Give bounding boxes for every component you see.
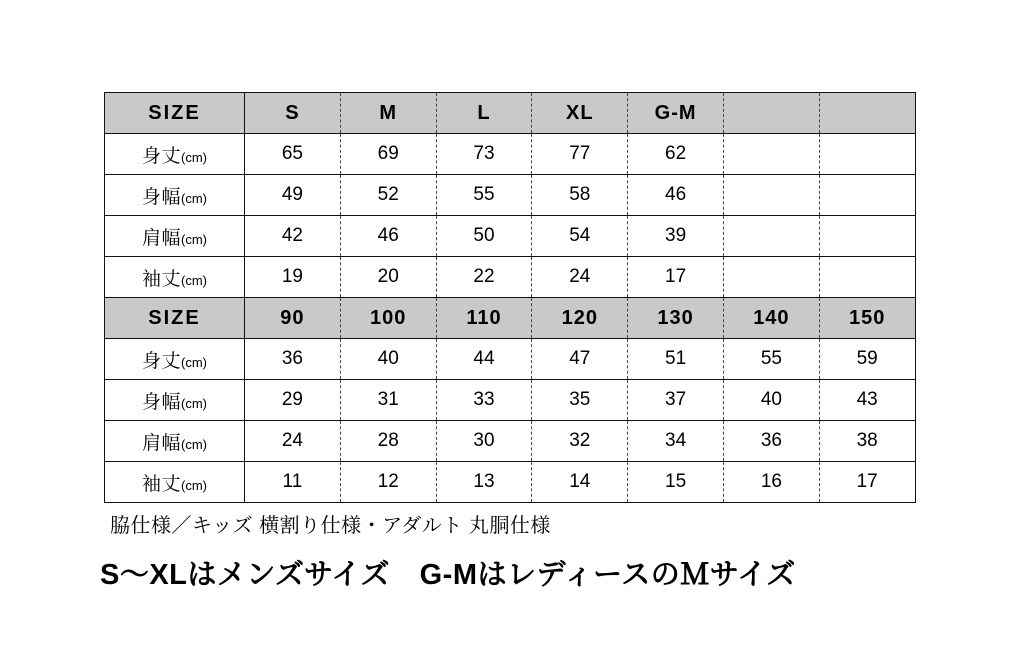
- row-label: 身丈: [141, 145, 181, 167]
- adult-header-cell-0: SIZE: [105, 93, 245, 134]
- kids-header-row: [105, 298, 916, 339]
- cell-value: 24: [245, 421, 341, 462]
- cell-value: 55: [723, 339, 819, 380]
- cell-value: 50: [436, 216, 532, 257]
- kids-header-cell-5: 130: [628, 298, 724, 339]
- cell-value: 15: [628, 462, 724, 503]
- cell-value: 73: [436, 134, 532, 175]
- cell-value: 46: [340, 216, 436, 257]
- cell-value: 40: [723, 380, 819, 421]
- table-row: [105, 175, 916, 216]
- cell-value: [723, 134, 819, 175]
- cell-value: 29: [245, 380, 341, 421]
- cell-value: [723, 216, 819, 257]
- cell-value: 54: [532, 216, 628, 257]
- size-chart-table: [104, 92, 916, 503]
- cell-value: [723, 175, 819, 216]
- adult-header-cell-4: XL: [532, 93, 628, 134]
- cell-value: 47: [532, 339, 628, 380]
- cell-value: 69: [340, 134, 436, 175]
- cell-value: 24: [532, 257, 628, 298]
- cell-value: 31: [340, 380, 436, 421]
- row-label-cell: [105, 175, 245, 216]
- row-unit: (cm): [181, 231, 207, 247]
- cell-value: [819, 257, 915, 298]
- cell-value: 43: [819, 380, 915, 421]
- cell-value: 59: [819, 339, 915, 380]
- row-unit: (cm): [181, 149, 207, 165]
- row-label-cell: [105, 380, 245, 421]
- cell-value: 46: [628, 175, 724, 216]
- cell-value: 40: [340, 339, 436, 380]
- cell-value: [819, 216, 915, 257]
- cell-value: 22: [436, 257, 532, 298]
- spec-note: 脇仕様／キッズ 横割り仕様・アダルト 丸胴仕様: [110, 515, 551, 537]
- row-label-cell: [105, 421, 245, 462]
- cell-value: 38: [819, 421, 915, 462]
- row-unit: (cm): [181, 354, 207, 370]
- cell-value: 11: [245, 462, 341, 503]
- table-row: [105, 421, 916, 462]
- row-label-cell: [105, 134, 245, 175]
- kids-header-cell-4: 120: [532, 298, 628, 339]
- kids-header-cell-1: 90: [245, 298, 341, 339]
- cell-value: 20: [340, 257, 436, 298]
- cell-value: 16: [723, 462, 819, 503]
- cell-value: 37: [628, 380, 724, 421]
- table-row: [105, 257, 916, 298]
- row-label: 身幅: [141, 186, 181, 208]
- cell-value: 17: [628, 257, 724, 298]
- table-row: [105, 216, 916, 257]
- adult-header-cell-6: [723, 93, 819, 134]
- table-row: [105, 462, 916, 503]
- adult-header-cell-7: [819, 93, 915, 134]
- row-label-cell: [105, 462, 245, 503]
- adult-header-cell-2: M: [340, 93, 436, 134]
- table-row: [105, 339, 916, 380]
- row-label: 身幅: [141, 391, 181, 413]
- cell-value: 28: [340, 421, 436, 462]
- row-unit: (cm): [181, 436, 207, 452]
- row-label-cell: [105, 339, 245, 380]
- cell-value: 33: [436, 380, 532, 421]
- row-label: 肩幅: [141, 432, 181, 454]
- adult-header-row: [105, 93, 916, 134]
- kids-header-cell-0: SIZE: [105, 298, 245, 339]
- row-unit: (cm): [181, 190, 207, 206]
- cell-value: 19: [245, 257, 341, 298]
- cell-value: 34: [628, 421, 724, 462]
- row-label: 肩幅: [141, 227, 181, 249]
- kids-header-cell-6: 140: [723, 298, 819, 339]
- row-label-cell: [105, 216, 245, 257]
- row-unit: (cm): [181, 395, 207, 411]
- adult-header-cell-3: L: [436, 93, 532, 134]
- size-chart-table-wrapper: [104, 92, 914, 503]
- row-label: 袖丈: [141, 268, 181, 290]
- cell-value: 65: [245, 134, 341, 175]
- cell-value: 13: [436, 462, 532, 503]
- kids-header-cell-7: 150: [819, 298, 915, 339]
- row-label: 身丈: [141, 350, 181, 372]
- kids-header-cell-3: 110: [436, 298, 532, 339]
- cell-value: 14: [532, 462, 628, 503]
- size-guide-note: S〜XLはメンズサイズ G-MはレディースのＭサイズ: [100, 559, 796, 591]
- cell-value: 36: [723, 421, 819, 462]
- cell-value: 49: [245, 175, 341, 216]
- cell-value: 55: [436, 175, 532, 216]
- cell-value: 51: [628, 339, 724, 380]
- row-unit: (cm): [181, 477, 207, 493]
- cell-value: 35: [532, 380, 628, 421]
- cell-value: [723, 257, 819, 298]
- cell-value: 52: [340, 175, 436, 216]
- cell-value: 62: [628, 134, 724, 175]
- cell-value: [819, 134, 915, 175]
- kids-header-cell-2: 100: [340, 298, 436, 339]
- table-row: [105, 380, 916, 421]
- row-unit: (cm): [181, 272, 207, 288]
- cell-value: 42: [245, 216, 341, 257]
- cell-value: 36: [245, 339, 341, 380]
- cell-value: 44: [436, 339, 532, 380]
- row-label-cell: [105, 257, 245, 298]
- cell-value: 77: [532, 134, 628, 175]
- cell-value: [819, 175, 915, 216]
- cell-value: 30: [436, 421, 532, 462]
- row-label: 袖丈: [141, 473, 181, 495]
- cell-value: 39: [628, 216, 724, 257]
- adult-header-cell-5: G-M: [628, 93, 724, 134]
- table-row: [105, 134, 916, 175]
- cell-value: 17: [819, 462, 915, 503]
- cell-value: 12: [340, 462, 436, 503]
- adult-header-cell-1: S: [245, 93, 341, 134]
- cell-value: 58: [532, 175, 628, 216]
- cell-value: 32: [532, 421, 628, 462]
